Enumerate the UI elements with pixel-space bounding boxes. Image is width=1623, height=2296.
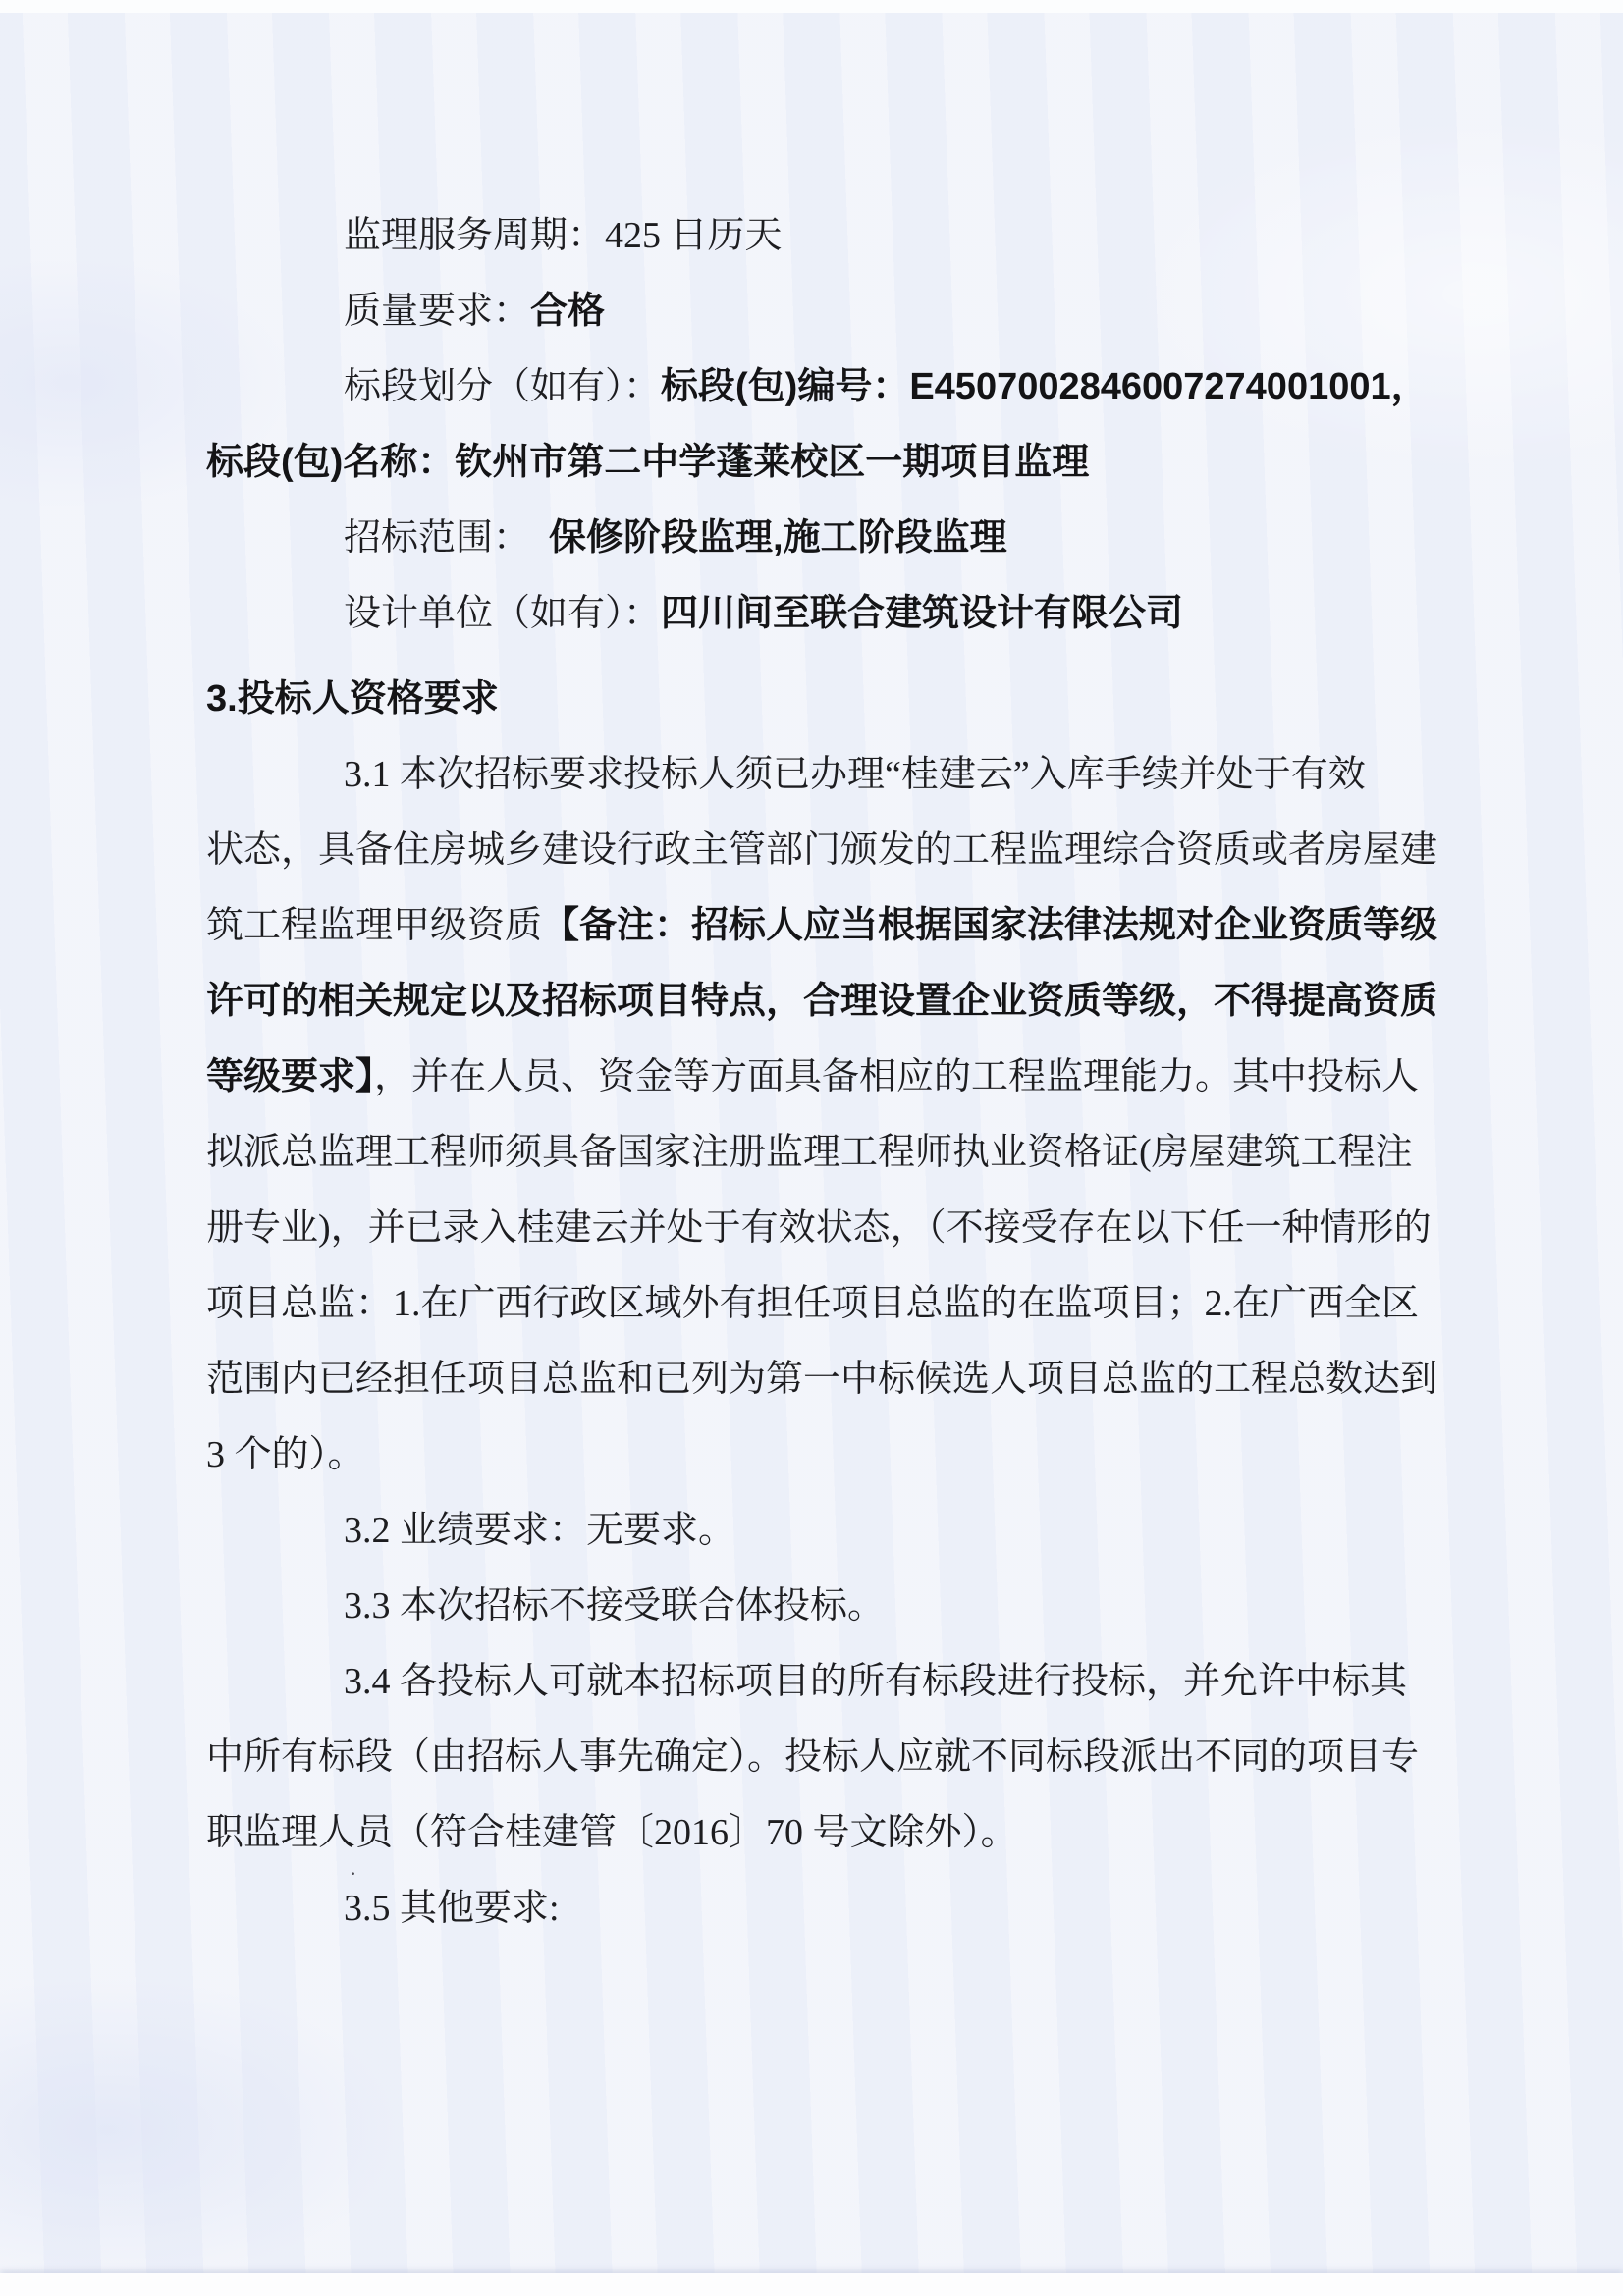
text-line (206, 1493, 1473, 1569)
section-heading (206, 662, 1473, 737)
text-segment: 【备注：招标人应当根据国家法律法规对企业资质等级 (542, 905, 1438, 946)
text-segment: 3.1 本次招标要求投标人须已办理“桂建云”入库手续并处于有效 (344, 754, 1366, 795)
text-line (206, 964, 1473, 1040)
text-segment: 等级要求】 (206, 1056, 375, 1097)
text-segment: 状态，具备住房城乡建设行政主管部门颁发的工程监理综合资质或者房屋建 (206, 829, 1438, 871)
text-segment: 标段划分（如有）： (344, 366, 662, 407)
text-segment: 范围内已经担任项目总监和已列为第一中标候选人项目总监的工程总数达到 (206, 1359, 1438, 1400)
text-line (206, 274, 1473, 349)
text-segment: 3 个的）。 (206, 1434, 365, 1475)
text-segment: 标段(包)名称：钦州市第二中学蓬莱校区一期项目监理 (206, 442, 1090, 483)
text-line (206, 1115, 1473, 1191)
text-line (206, 888, 1473, 964)
text-segment: 招标范围： (344, 517, 550, 559)
text-segment: 设计单位（如有）： (344, 593, 662, 634)
text-line (206, 1871, 1473, 1947)
text-line (206, 1417, 1473, 1493)
text-line (206, 501, 1473, 576)
text-segment: 3.2 业绩要求：无要求。 (344, 1510, 736, 1551)
text-segment: 合格 (530, 291, 606, 332)
document-body (206, 198, 1473, 1947)
text-line (206, 1040, 1473, 1115)
text-line (206, 576, 1473, 652)
text-segment: ，并在人员、资金等方面具备相应的工程监理能力。其中投标人 (374, 1056, 1420, 1097)
text-segment: 四川间至联合建筑设计有限公司 (661, 593, 1184, 634)
text-line (206, 425, 1473, 501)
text-line (206, 1342, 1473, 1417)
text-line (206, 198, 1473, 274)
text-segment: 保修阶段监理,施工阶段监理 (549, 517, 1007, 559)
text-segment: 3.3 本次招标不接受联合体投标。 (344, 1585, 886, 1627)
text-segment: 3.投标人资格要求 (206, 678, 499, 720)
text-segment: 职监理人员（符合桂建管〔2016〕70 号文除外）。 (206, 1812, 1018, 1853)
text-line (206, 813, 1473, 888)
text-segment: 拟派总监理工程师须具备国家注册监理工程师执业资格证(房屋建筑工程注 (206, 1132, 1413, 1173)
text-segment: 册专业)，并已录入桂建云并处于有效状态，（不接受存在以下任一种情形的 (206, 1207, 1432, 1249)
text-segment: 质量要求： (344, 291, 531, 332)
text-segment: 3.4 各投标人可就本招标项目的所有标段进行投标，并允许中标其 (344, 1661, 1408, 1702)
text-line (206, 1191, 1473, 1266)
text-line (206, 1795, 1473, 1871)
text-segment: 许可的相关规定以及招标项目特点，合理设置企业资质等级，不得提高资质 (206, 981, 1438, 1022)
text-segment: 项目总监：1.在广西行政区域外有担任项目总监的在监项目；2.在广西全区 (206, 1283, 1420, 1324)
text-segment: 监理服务周期：425 日历天 (344, 215, 783, 256)
scan-edge-top (0, 0, 1623, 13)
text-segment: 标段(包)编号：E4507002846007274001001， (661, 366, 1429, 407)
text-segment: 中所有标段（由招标人事先确定）。投标人应就不同标段派出不同的项目专 (206, 1736, 1420, 1778)
text-line (206, 1266, 1473, 1342)
text-line (206, 1644, 1473, 1720)
stray-mark: · (350, 1861, 357, 1886)
text-line (206, 349, 1473, 425)
text-segment: 3.5 其他要求: (344, 1888, 560, 1929)
text-line (206, 1720, 1473, 1795)
scan-edge-bottom (0, 2273, 1623, 2296)
text-segment: 筑工程监理甲级资质 (206, 905, 543, 946)
text-line (206, 1569, 1473, 1644)
text-line (206, 737, 1473, 813)
